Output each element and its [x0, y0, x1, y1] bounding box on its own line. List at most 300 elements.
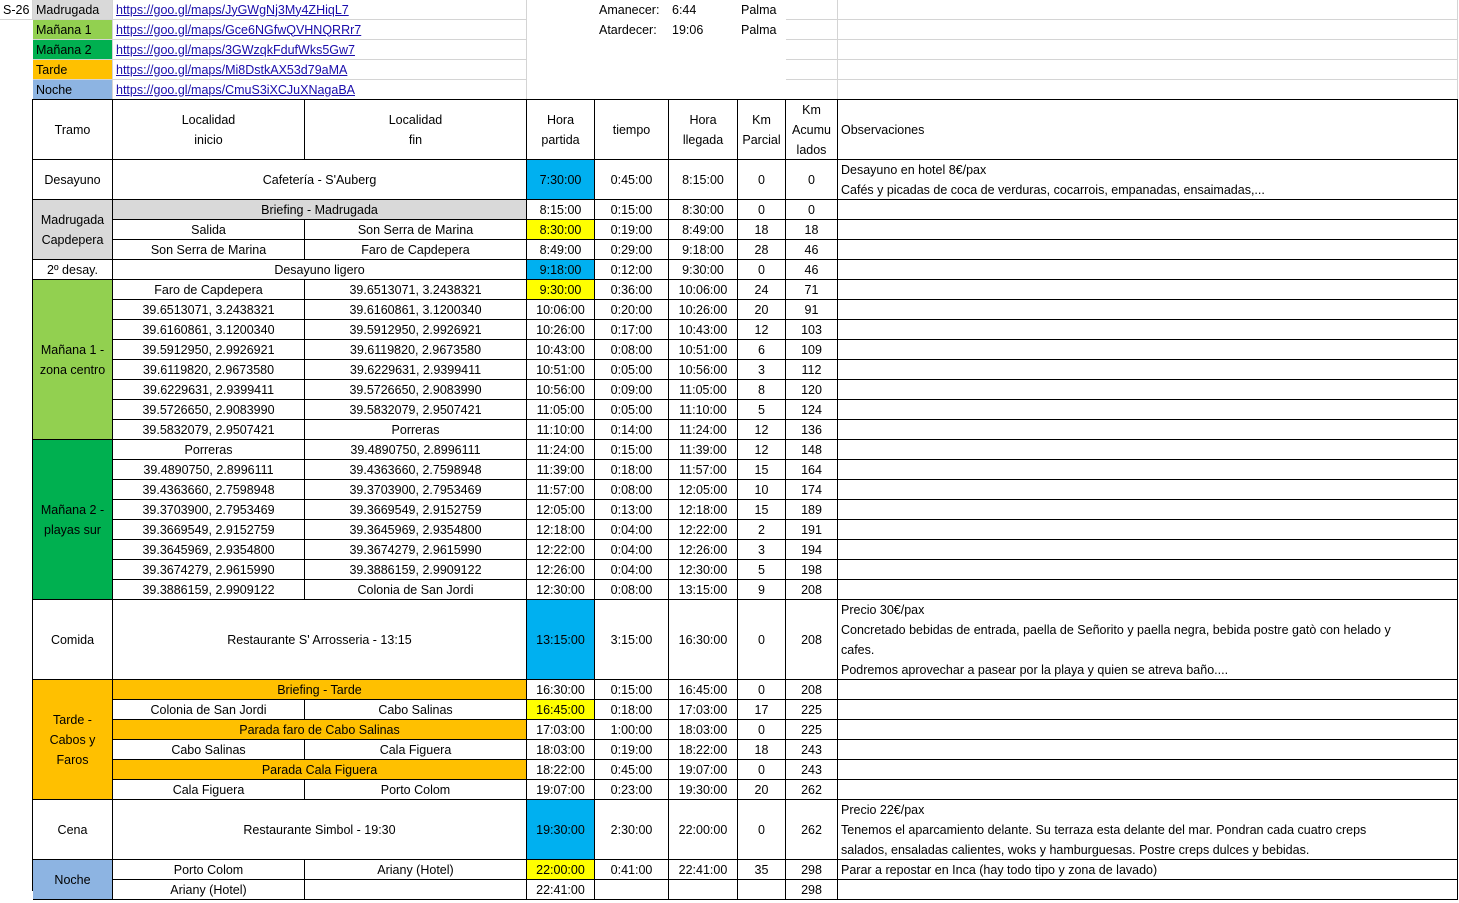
- legend-map-link[interactable]: https://goo.gl/maps/JyGWgNj3My4ZHiqL7: [113, 0, 527, 20]
- hora-llegada-cell[interactable]: 11:10:00: [669, 400, 738, 420]
- tiempo-cell[interactable]: 0:04:00: [595, 540, 669, 560]
- km-parcial-cell[interactable]: 0: [738, 720, 786, 740]
- merged-location-cell[interactable]: Briefing - Tarde: [113, 680, 527, 700]
- hora-partida-cell[interactable]: 22:00:00: [527, 860, 595, 880]
- km-acumulados-cell[interactable]: 198: [786, 560, 838, 580]
- hora-llegada-cell[interactable]: 12:26:00: [669, 540, 738, 560]
- legend-label: Madrugada: [33, 0, 113, 20]
- sun-time: 19:06: [672, 23, 704, 37]
- hora-llegada-cell[interactable]: 19:30:00: [669, 780, 738, 800]
- km-acumulados-cell[interactable]: 109: [786, 340, 838, 360]
- column-header-line: Parcial: [742, 132, 781, 147]
- fin-cell[interactable]: Porreras: [305, 420, 527, 440]
- observation-line: Cafés y picadas de coca de verduras, cocarrois, empanadas, ensaimadas,...: [841, 182, 1265, 197]
- hora-llegada-cell[interactable]: 11:24:00: [669, 420, 738, 440]
- inicio-cell[interactable]: Cabo Salinas: [113, 740, 305, 760]
- tramo-group-label: Madrugada Capdepera: [33, 200, 113, 260]
- km-parcial-cell[interactable]: 0: [738, 160, 786, 200]
- km-parcial-cell[interactable]: 0: [738, 800, 786, 860]
- tiempo-cell[interactable]: 0:36:00: [595, 280, 669, 300]
- observaciones-cell[interactable]: [838, 540, 1458, 560]
- km-acumulados-cell[interactable]: 174: [786, 480, 838, 500]
- km-acumulados-cell[interactable]: 136: [786, 420, 838, 440]
- tiempo-cell[interactable]: 0:14:00: [595, 420, 669, 440]
- tramo-group-label: Desayuno: [33, 160, 113, 200]
- fin-cell[interactable]: Colonia de San Jordi: [305, 580, 527, 600]
- observation-line: Precio 22€/pax: [841, 802, 925, 817]
- merged-location-cell[interactable]: Restaurante Simbol - 19:30: [113, 800, 527, 860]
- km-parcial-cell[interactable]: 2: [738, 520, 786, 540]
- tiempo-cell[interactable]: 1:00:00: [595, 720, 669, 740]
- column-header-observaciones: Observaciones: [838, 100, 1458, 160]
- column-header-tramo: Tramo: [33, 100, 113, 160]
- observaciones-cell[interactable]: [838, 400, 1458, 420]
- empty-cell: [838, 0, 1458, 20]
- observaciones-cell[interactable]: [838, 800, 1458, 860]
- sun-time: 6:44: [672, 3, 697, 17]
- inicio-cell[interactable]: Faro de Capdepera: [113, 280, 305, 300]
- km-acumulados-cell[interactable]: 112: [786, 360, 838, 380]
- sun-place: Palma: [741, 3, 777, 17]
- tiempo-cell[interactable]: [595, 880, 669, 900]
- hora-llegada-cell[interactable]: 16:45:00: [669, 680, 738, 700]
- legend-map-link[interactable]: https://goo.gl/maps/Mi8DstkAX53d79aMA: [113, 60, 527, 80]
- hora-llegada-cell[interactable]: 18:22:00: [669, 740, 738, 760]
- observaciones-cell[interactable]: [838, 560, 1458, 580]
- hora-partida-cell[interactable]: 10:43:00: [527, 340, 595, 360]
- tiempo-cell[interactable]: 0:15:00: [595, 440, 669, 460]
- column-header-line: Localidad: [181, 112, 236, 127]
- fin-cell[interactable]: 39.5912950, 2.9926921: [305, 320, 527, 340]
- hora-partida-cell[interactable]: 18:03:00: [527, 740, 595, 760]
- hora-partida-cell[interactable]: 9:18:00: [527, 260, 595, 280]
- empty-cell: [786, 80, 838, 100]
- tiempo-cell[interactable]: 0:13:00: [595, 500, 669, 520]
- fin-cell[interactable]: Porto Colom: [305, 780, 527, 800]
- hora-partida-cell[interactable]: 11:05:00: [527, 400, 595, 420]
- hora-llegada-cell[interactable]: 22:41:00: [669, 860, 738, 880]
- hora-partida-cell[interactable]: 12:18:00: [527, 520, 595, 540]
- hora-partida-cell[interactable]: 7:30:00: [527, 160, 595, 200]
- km-acumulados-cell[interactable]: 194: [786, 540, 838, 560]
- hora-partida-cell[interactable]: 10:26:00: [527, 320, 595, 340]
- km-parcial-cell[interactable]: 9: [738, 580, 786, 600]
- hora-partida-cell[interactable]: 12:05:00: [527, 500, 595, 520]
- inicio-cell[interactable]: 39.6160861, 3.1200340: [113, 320, 305, 340]
- hora-llegada-cell[interactable]: 10:51:00: [669, 340, 738, 360]
- hora-partida-cell[interactable]: 10:06:00: [527, 300, 595, 320]
- column-header-line: Hora: [546, 112, 575, 127]
- observaciones-cell[interactable]: [838, 220, 1458, 240]
- hora-llegada-cell[interactable]: 9:18:00: [669, 240, 738, 260]
- inicio-cell[interactable]: Son Serra de Marina: [113, 240, 305, 260]
- legend-label: Mañana 1: [33, 20, 113, 40]
- km-acumulados-cell[interactable]: 243: [786, 740, 838, 760]
- km-parcial-cell[interactable]: 6: [738, 340, 786, 360]
- hora-partida-cell[interactable]: 19:07:00: [527, 780, 595, 800]
- observaciones-cell[interactable]: [838, 700, 1458, 720]
- km-parcial-cell[interactable]: 15: [738, 500, 786, 520]
- inicio-cell[interactable]: 39.4363660, 2.7598948: [113, 480, 305, 500]
- km-parcial-cell[interactable]: 5: [738, 400, 786, 420]
- km-acumulados-cell[interactable]: 243: [786, 760, 838, 780]
- merged-location-cell[interactable]: Desayuno ligero: [113, 260, 527, 280]
- inicio-cell[interactable]: 39.3703900, 2.7953469: [113, 500, 305, 520]
- fin-cell[interactable]: 39.3669549, 2.9152759: [305, 500, 527, 520]
- observaciones-cell[interactable]: [838, 300, 1458, 320]
- km-parcial-cell[interactable]: 10: [738, 480, 786, 500]
- empty-cell: [786, 0, 838, 20]
- observaciones-cell[interactable]: [838, 240, 1458, 260]
- fin-cell[interactable]: [305, 880, 527, 900]
- tramo-group-label: Noche: [33, 860, 113, 900]
- hora-llegada-cell[interactable]: 10:43:00: [669, 320, 738, 340]
- inicio-cell[interactable]: Cala Figuera: [113, 780, 305, 800]
- column-header-llegada: [669, 100, 738, 160]
- km-parcial-cell[interactable]: 12: [738, 320, 786, 340]
- hora-partida-cell[interactable]: 10:56:00: [527, 380, 595, 400]
- column-header-line: inicio: [194, 132, 223, 147]
- km-parcial-cell[interactable]: 12: [738, 440, 786, 460]
- tramo-group-label: 2º desay.: [33, 260, 113, 280]
- observation-line: Podremos aprovechar a pasear por la playa y quien se atreva baño....: [841, 662, 1229, 677]
- merged-location-cell[interactable]: Restaurante S' Arrosseria - 13:15: [113, 600, 527, 680]
- inicio-cell[interactable]: 39.3886159, 2.9909122: [113, 580, 305, 600]
- tiempo-cell[interactable]: 0:45:00: [595, 760, 669, 780]
- observaciones-cell[interactable]: [838, 580, 1458, 600]
- hora-llegada-cell[interactable]: 11:57:00: [669, 460, 738, 480]
- fin-cell[interactable]: 39.3674279, 2.9615990: [305, 540, 527, 560]
- tiempo-cell[interactable]: 0:18:00: [595, 460, 669, 480]
- km-acumulados-cell[interactable]: 208: [786, 600, 838, 680]
- hora-partida-cell[interactable]: 22:41:00: [527, 880, 595, 900]
- km-parcial-cell[interactable]: 8: [738, 380, 786, 400]
- column-header-km-acumulados: [786, 100, 838, 160]
- km-acumulados-cell[interactable]: 191: [786, 520, 838, 540]
- tiempo-cell[interactable]: 0:18:00: [595, 700, 669, 720]
- fin-cell[interactable]: 39.3703900, 2.7953469: [305, 480, 527, 500]
- inicio-cell[interactable]: 39.6119820, 2.9673580: [113, 360, 305, 380]
- tiempo-cell[interactable]: 0:12:00: [595, 260, 669, 280]
- km-acumulados-cell[interactable]: 225: [786, 700, 838, 720]
- tiempo-cell[interactable]: 0:08:00: [595, 480, 669, 500]
- fin-cell[interactable]: 39.3886159, 2.9909122: [305, 560, 527, 580]
- observaciones-cell[interactable]: [838, 200, 1458, 220]
- observaciones-cell[interactable]: [838, 720, 1458, 740]
- km-parcial-cell[interactable]: 18: [738, 740, 786, 760]
- km-acumulados-cell[interactable]: 148: [786, 440, 838, 460]
- hora-partida-cell[interactable]: 11:57:00: [527, 480, 595, 500]
- tiempo-cell[interactable]: 0:20:00: [595, 300, 669, 320]
- km-parcial-cell[interactable]: 5: [738, 560, 786, 580]
- tiempo-cell[interactable]: 0:29:00: [595, 240, 669, 260]
- legend-label: Mañana 2: [33, 40, 113, 60]
- empty-cell: [786, 60, 838, 80]
- hora-llegada-cell[interactable]: 10:56:00: [669, 360, 738, 380]
- empty-cell: [786, 20, 838, 40]
- hora-llegada-cell[interactable]: 22:00:00: [669, 800, 738, 860]
- hora-partida-cell[interactable]: 12:22:00: [527, 540, 595, 560]
- hora-partida-cell[interactable]: 12:30:00: [527, 580, 595, 600]
- inicio-cell[interactable]: 39.3669549, 2.9152759: [113, 520, 305, 540]
- observation-line: Parar a repostar en Inca (hay todo tipo y zona de lavado): [841, 862, 1158, 877]
- inicio-cell[interactable]: 39.3674279, 2.9615990: [113, 560, 305, 580]
- observaciones-cell[interactable]: [838, 860, 1458, 880]
- hora-llegada-cell[interactable]: 12:18:00: [669, 500, 738, 520]
- fin-cell[interactable]: 39.4890750, 2.8996111: [305, 440, 527, 460]
- column-header-line: Hora: [689, 112, 717, 127]
- column-header-line: lados: [796, 142, 827, 157]
- merged-location-cell[interactable]: Briefing - Madrugada: [113, 200, 527, 220]
- sun-place: Palma: [741, 23, 777, 37]
- fin-cell[interactable]: 39.6229631, 2.9399411: [305, 360, 527, 380]
- hora-llegada-cell[interactable]: 10:26:00: [669, 300, 738, 320]
- tramo-group-label: Cena: [33, 800, 113, 860]
- tiempo-cell[interactable]: 0:19:00: [595, 220, 669, 240]
- empty-cell: [838, 20, 1458, 40]
- inicio-cell[interactable]: Porreras: [113, 440, 305, 460]
- empty-cell: [838, 80, 1458, 100]
- fin-cell[interactable]: Ariany (Hotel): [305, 860, 527, 880]
- km-parcial-cell[interactable]: 3: [738, 360, 786, 380]
- tiempo-cell[interactable]: 0:09:00: [595, 380, 669, 400]
- hora-llegada-cell[interactable]: 18:03:00: [669, 720, 738, 740]
- fin-cell[interactable]: 39.6119820, 2.9673580: [305, 340, 527, 360]
- hora-partida-cell[interactable]: 16:45:00: [527, 700, 595, 720]
- hora-partida-cell[interactable]: 10:51:00: [527, 360, 595, 380]
- observaciones-cell[interactable]: [838, 340, 1458, 360]
- hora-llegada-cell[interactable]: 9:30:00: [669, 260, 738, 280]
- hora-llegada-cell[interactable]: 11:05:00: [669, 380, 738, 400]
- observaciones-cell[interactable]: [838, 360, 1458, 380]
- observaciones-cell[interactable]: [838, 520, 1458, 540]
- km-parcial-cell[interactable]: 20: [738, 300, 786, 320]
- km-acumulados-cell[interactable]: 18: [786, 220, 838, 240]
- hora-llegada-cell[interactable]: 19:07:00: [669, 760, 738, 780]
- km-acumulados-cell[interactable]: 298: [786, 880, 838, 900]
- tiempo-cell[interactable]: 0:17:00: [595, 320, 669, 340]
- hora-partida-cell[interactable]: 8:15:00: [527, 200, 595, 220]
- fin-cell[interactable]: 39.6513071, 3.2438321: [305, 280, 527, 300]
- km-acumulados-cell[interactable]: 262: [786, 800, 838, 860]
- column-header-line: fin: [408, 132, 423, 147]
- inicio-cell[interactable]: Salida: [113, 220, 305, 240]
- observaciones-cell[interactable]: [838, 380, 1458, 400]
- column-header-partida: [527, 100, 595, 160]
- hora-llegada-cell[interactable]: 11:39:00: [669, 440, 738, 460]
- legend-map-link[interactable]: https://goo.gl/maps/3GWzqkFdufWks5Gw7: [113, 40, 527, 60]
- inicio-cell[interactable]: 39.6229631, 2.9399411: [113, 380, 305, 400]
- fin-cell[interactable]: 39.5832079, 2.9507421: [305, 400, 527, 420]
- hora-partida-cell[interactable]: 17:03:00: [527, 720, 595, 740]
- tiempo-cell[interactable]: 0:04:00: [595, 520, 669, 540]
- observaciones-cell[interactable]: [838, 260, 1458, 280]
- observation-line: Desayuno en hotel 8€/pax: [841, 162, 987, 177]
- km-acumulados-cell[interactable]: 208: [786, 580, 838, 600]
- km-acumulados-cell[interactable]: 189: [786, 500, 838, 520]
- fin-cell[interactable]: Son Serra de Marina: [305, 220, 527, 240]
- km-parcial-cell[interactable]: 3: [738, 540, 786, 560]
- km-acumulados-cell[interactable]: 71: [786, 280, 838, 300]
- tiempo-cell[interactable]: 0:45:00: [595, 160, 669, 200]
- km-acumulados-cell[interactable]: 164: [786, 460, 838, 480]
- observaciones-cell[interactable]: [838, 460, 1458, 480]
- hora-llegada-cell[interactable]: 12:30:00: [669, 560, 738, 580]
- observation-line: Concretado bebidas de entrada, paella de Señorito y paella negra, bebida postre gatò con helado y: [841, 622, 1391, 637]
- km-parcial-cell[interactable]: 28: [738, 240, 786, 260]
- km-parcial-cell[interactable]: 17: [738, 700, 786, 720]
- table-top-border: [33, 99, 1458, 100]
- observaciones-cell[interactable]: [838, 320, 1458, 340]
- observaciones-cell[interactable]: [838, 600, 1458, 680]
- tiempo-cell[interactable]: 0:41:00: [595, 860, 669, 880]
- km-parcial-cell[interactable]: 18: [738, 220, 786, 240]
- km-parcial-cell[interactable]: 0: [738, 260, 786, 280]
- hora-partida-cell[interactable]: 8:30:00: [527, 220, 595, 240]
- hora-llegada-cell[interactable]: 8:49:00: [669, 220, 738, 240]
- merged-location-cell[interactable]: Parada faro de Cabo Salinas: [113, 720, 527, 740]
- observaciones-cell[interactable]: [838, 500, 1458, 520]
- hora-llegada-cell[interactable]: 10:06:00: [669, 280, 738, 300]
- hora-llegada-cell[interactable]: 12:05:00: [669, 480, 738, 500]
- hora-partida-cell[interactable]: 9:30:00: [527, 280, 595, 300]
- hora-partida-cell[interactable]: 19:30:00: [527, 800, 595, 860]
- km-acumulados-cell[interactable]: 208: [786, 680, 838, 700]
- km-acumulados-cell[interactable]: 0: [786, 200, 838, 220]
- km-parcial-cell[interactable]: 0: [738, 200, 786, 220]
- km-acumulados-cell[interactable]: 298: [786, 860, 838, 880]
- km-acumulados-cell[interactable]: 46: [786, 240, 838, 260]
- fin-cell[interactable]: Cala Figuera: [305, 740, 527, 760]
- empty-cell: [838, 60, 1458, 80]
- fin-cell[interactable]: 39.4363660, 2.7598948: [305, 460, 527, 480]
- legend-label: Tarde: [33, 60, 113, 80]
- legend-map-link[interactable]: https://goo.gl/maps/Gce6NGfwQVHNQRRr7: [113, 20, 527, 40]
- hora-llegada-cell[interactable]: 8:30:00: [669, 200, 738, 220]
- tiempo-cell[interactable]: 0:04:00: [595, 560, 669, 580]
- hora-llegada-cell[interactable]: 12:22:00: [669, 520, 738, 540]
- km-acumulados-cell[interactable]: 262: [786, 780, 838, 800]
- hora-partida-cell[interactable]: 11:10:00: [527, 420, 595, 440]
- km-acumulados-cell[interactable]: 225: [786, 720, 838, 740]
- empty-cell: [838, 40, 1458, 60]
- observaciones-cell[interactable]: [838, 740, 1458, 760]
- km-parcial-cell[interactable]: 20: [738, 780, 786, 800]
- inicio-cell[interactable]: 39.5832079, 2.9507421: [113, 420, 305, 440]
- hora-llegada-cell[interactable]: [669, 880, 738, 900]
- hora-llegada-cell[interactable]: 17:03:00: [669, 700, 738, 720]
- merged-location-cell[interactable]: Cafetería - S'Auberg: [113, 160, 527, 200]
- km-parcial-cell[interactable]: 35: [738, 860, 786, 880]
- tiempo-cell[interactable]: 0:15:00: [595, 680, 669, 700]
- tiempo-cell[interactable]: 0:15:00: [595, 200, 669, 220]
- column-header-line: Localidad: [388, 112, 443, 127]
- fin-cell[interactable]: 39.5726650, 2.9083990: [305, 380, 527, 400]
- tramo-group-label: Comida: [33, 600, 113, 680]
- hora-partida-cell[interactable]: 18:22:00: [527, 760, 595, 780]
- column-header-km-parcial: [738, 100, 786, 160]
- tiempo-cell[interactable]: 3:15:00: [595, 600, 669, 680]
- tiempo-cell[interactable]: 0:05:00: [595, 400, 669, 420]
- hora-partida-cell[interactable]: 16:30:00: [527, 680, 595, 700]
- km-parcial-cell[interactable]: 24: [738, 280, 786, 300]
- inicio-cell[interactable]: 39.5912950, 2.9926921: [113, 340, 305, 360]
- km-acumulados-cell[interactable]: 0: [786, 160, 838, 200]
- inicio-cell[interactable]: 39.6513071, 3.2438321: [113, 300, 305, 320]
- hora-partida-cell[interactable]: 13:15:00: [527, 600, 595, 680]
- km-parcial-cell[interactable]: 0: [738, 680, 786, 700]
- km-parcial-cell[interactable]: 12: [738, 420, 786, 440]
- inicio-cell[interactable]: Colonia de San Jordi: [113, 700, 305, 720]
- inicio-cell[interactable]: 39.3645969, 2.9354800: [113, 540, 305, 560]
- km-acumulados-cell[interactable]: 46: [786, 260, 838, 280]
- legend-map-link[interactable]: https://goo.gl/maps/CmuS3iXCJuXNagaBA: [113, 80, 527, 100]
- column-header-line: llegada: [682, 132, 724, 147]
- km-parcial-cell[interactable]: 0: [738, 760, 786, 780]
- tiempo-cell[interactable]: 0:08:00: [595, 340, 669, 360]
- hora-llegada-cell[interactable]: 16:30:00: [669, 600, 738, 680]
- column-header-line: Acumu: [792, 122, 831, 137]
- km-parcial-cell[interactable]: [738, 880, 786, 900]
- observaciones-cell[interactable]: [838, 760, 1458, 780]
- inicio-cell[interactable]: Ariany (Hotel): [113, 880, 305, 900]
- column-header-line: Km: [802, 102, 821, 117]
- hora-partida-cell[interactable]: 8:49:00: [527, 240, 595, 260]
- column-header-inicio: [113, 100, 305, 160]
- observaciones-cell[interactable]: [838, 480, 1458, 500]
- km-parcial-cell[interactable]: 0: [738, 600, 786, 680]
- km-acumulados-cell[interactable]: 103: [786, 320, 838, 340]
- tiempo-cell[interactable]: 0:19:00: [595, 740, 669, 760]
- observaciones-cell[interactable]: [838, 280, 1458, 300]
- km-acumulados-cell[interactable]: 91: [786, 300, 838, 320]
- observaciones-cell[interactable]: [838, 160, 1458, 200]
- hora-partida-cell[interactable]: 11:39:00: [527, 460, 595, 480]
- sun-label: Atardecer:: [599, 23, 657, 37]
- inicio-cell[interactable]: 39.5726650, 2.9083990: [113, 400, 305, 420]
- observaciones-cell[interactable]: [838, 680, 1458, 700]
- fin-cell[interactable]: 39.3645969, 2.9354800: [305, 520, 527, 540]
- fin-cell[interactable]: 39.6160861, 3.1200340: [305, 300, 527, 320]
- observaciones-cell[interactable]: [838, 420, 1458, 440]
- observaciones-cell[interactable]: [838, 880, 1458, 900]
- km-parcial-cell[interactable]: 15: [738, 460, 786, 480]
- observaciones-cell[interactable]: [838, 440, 1458, 460]
- hora-llegada-cell[interactable]: 13:15:00: [669, 580, 738, 600]
- tiempo-cell[interactable]: 2:30:00: [595, 800, 669, 860]
- tiempo-cell[interactable]: 0:05:00: [595, 360, 669, 380]
- column-header-tiempo: tiempo: [595, 100, 669, 160]
- inicio-cell[interactable]: Porto Colom: [113, 860, 305, 880]
- hora-llegada-cell[interactable]: 8:15:00: [669, 160, 738, 200]
- merged-location-cell[interactable]: Parada Cala Figuera: [113, 760, 527, 780]
- tramo-group-label: Mañana 2 - playas sur: [33, 440, 113, 600]
- fin-cell[interactable]: Faro de Capdepera: [305, 240, 527, 260]
- km-acumulados-cell[interactable]: 120: [786, 380, 838, 400]
- hora-partida-cell[interactable]: 12:26:00: [527, 560, 595, 580]
- observaciones-cell[interactable]: [838, 780, 1458, 800]
- column-header-line: Km: [752, 112, 771, 127]
- fin-cell[interactable]: Cabo Salinas: [305, 700, 527, 720]
- tiempo-cell[interactable]: 0:23:00: [595, 780, 669, 800]
- tiempo-cell[interactable]: 0:08:00: [595, 580, 669, 600]
- tramo-group-label: Tarde - Cabos y Faros: [33, 680, 113, 800]
- inicio-cell[interactable]: 39.4890750, 2.8996111: [113, 460, 305, 480]
- observation-line: cafes.: [841, 642, 875, 657]
- hora-partida-cell[interactable]: 11:24:00: [527, 440, 595, 460]
- sheet-label: S-26: [0, 0, 33, 20]
- km-acumulados-cell[interactable]: 124: [786, 400, 838, 420]
